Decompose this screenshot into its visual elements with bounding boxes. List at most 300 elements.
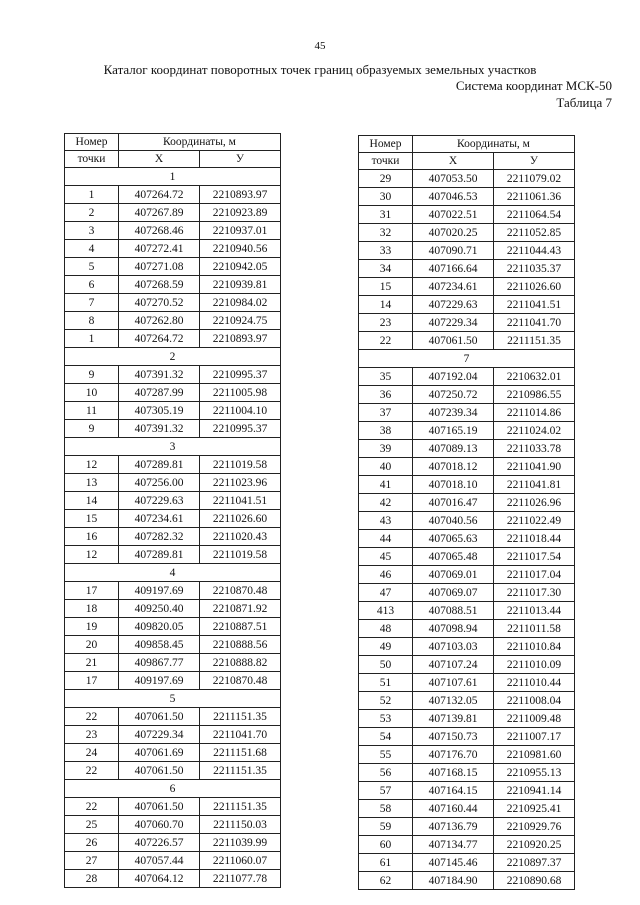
coord-y: 2211019.58 <box>200 546 281 564</box>
table-row <box>359 602 575 620</box>
point-number: 6 <box>65 276 119 294</box>
coord-y: 2211151.35 <box>494 332 575 350</box>
coord-x: 407057.44 <box>119 852 200 870</box>
coord-y: 2211060.07 <box>200 852 281 870</box>
parcel-group-row <box>65 438 281 456</box>
table-row <box>359 458 575 476</box>
coord-x: 407282.32 <box>119 528 200 546</box>
coord-x: 407018.10 <box>413 476 494 494</box>
point-number: 38 <box>359 422 413 440</box>
coord-y: 2210955.13 <box>494 764 575 782</box>
table-row <box>359 530 575 548</box>
table-row <box>65 816 281 834</box>
coord-y: 2210995.37 <box>200 420 281 438</box>
coord-x: 407061.50 <box>413 332 494 350</box>
header-point-label: точки <box>359 153 413 170</box>
document-title: Каталог координат поворотных точек границ образуемых земельных участков <box>103 62 537 77</box>
coord-y: 2211041.81 <box>494 476 575 494</box>
point-number: 28 <box>65 870 119 888</box>
point-number: 21 <box>65 654 119 672</box>
coord-y: 2211061.36 <box>494 188 575 206</box>
table-row <box>65 312 281 330</box>
table-row <box>359 494 575 512</box>
point-number: 15 <box>65 510 119 528</box>
table-row <box>65 546 281 564</box>
point-number: 50 <box>359 656 413 674</box>
point-number: 22 <box>65 762 119 780</box>
coord-x: 409250.40 <box>119 600 200 618</box>
coord-y: 2211022.49 <box>494 512 575 530</box>
table-row <box>65 330 281 348</box>
table-row <box>65 258 281 276</box>
table-row <box>359 188 575 206</box>
table-row <box>359 854 575 872</box>
point-number: 30 <box>359 188 413 206</box>
table-row <box>65 186 281 204</box>
point-number: 9 <box>65 420 119 438</box>
coord-y: 2211017.54 <box>494 548 575 566</box>
table-row <box>359 638 575 656</box>
point-number: 31 <box>359 206 413 224</box>
coord-x: 407089.13 <box>413 440 494 458</box>
coord-x: 407061.50 <box>119 798 200 816</box>
table-row <box>359 404 575 422</box>
coord-x: 407250.72 <box>413 386 494 404</box>
table-row <box>65 492 281 510</box>
coord-y: 2211017.04 <box>494 566 575 584</box>
point-number: 43 <box>359 512 413 530</box>
point-number: 32 <box>359 224 413 242</box>
table-row <box>359 170 575 188</box>
coord-y: 2211005.98 <box>200 384 281 402</box>
coord-y: 2211151.68 <box>200 744 281 762</box>
point-number: 37 <box>359 404 413 422</box>
coord-x: 407134.77 <box>413 836 494 854</box>
coord-y: 2211008.04 <box>494 692 575 710</box>
coord-x: 407226.57 <box>119 834 200 852</box>
parcel-number: 3 <box>65 438 281 456</box>
coord-y: 2210940.56 <box>200 240 281 258</box>
coord-y: 2210981.60 <box>494 746 575 764</box>
coord-x: 407270.52 <box>119 294 200 312</box>
coord-y: 2211041.70 <box>494 314 575 332</box>
point-number: 60 <box>359 836 413 854</box>
header-y: У <box>494 153 575 170</box>
table-row <box>359 692 575 710</box>
coord-x: 407016.47 <box>413 494 494 512</box>
coord-x: 407090.71 <box>413 242 494 260</box>
coord-x: 407160.44 <box>413 800 494 818</box>
point-number: 57 <box>359 782 413 800</box>
point-number: 1 <box>65 186 119 204</box>
coord-y: 2210939.81 <box>200 276 281 294</box>
coord-x: 407268.59 <box>119 276 200 294</box>
table-row <box>359 332 575 350</box>
coord-x: 407061.50 <box>119 762 200 780</box>
point-number: 45 <box>359 548 413 566</box>
coord-x: 407305.19 <box>119 402 200 420</box>
coord-y: 2211041.51 <box>200 492 281 510</box>
coord-y: 2211024.02 <box>494 422 575 440</box>
table-row <box>359 584 575 602</box>
table-row <box>65 744 281 762</box>
table-row <box>359 872 575 890</box>
point-number: 29 <box>359 170 413 188</box>
table-row <box>65 384 281 402</box>
coord-y: 2211041.90 <box>494 458 575 476</box>
table-row <box>359 674 575 692</box>
table-row <box>359 800 575 818</box>
point-number: 24 <box>65 744 119 762</box>
table-row <box>359 296 575 314</box>
coord-x: 407053.50 <box>413 170 494 188</box>
table-row <box>359 278 575 296</box>
point-number: 33 <box>359 242 413 260</box>
table-row <box>65 672 281 690</box>
point-number: 56 <box>359 764 413 782</box>
coord-y: 2210632.01 <box>494 368 575 386</box>
coord-x: 407069.01 <box>413 566 494 584</box>
coord-y: 2211044.43 <box>494 242 575 260</box>
coord-x: 407289.81 <box>119 546 200 564</box>
coord-y: 2211004.10 <box>200 402 281 420</box>
coord-y: 2211007.17 <box>494 728 575 746</box>
parcel-number: 5 <box>65 690 281 708</box>
table-row <box>65 618 281 636</box>
point-number: 49 <box>359 638 413 656</box>
coord-x: 407107.24 <box>413 656 494 674</box>
point-number: 23 <box>65 726 119 744</box>
table-row <box>359 818 575 836</box>
table-row <box>359 206 575 224</box>
coord-x: 407264.72 <box>119 330 200 348</box>
table-row <box>65 276 281 294</box>
table-row <box>65 294 281 312</box>
coord-y: 2211020.43 <box>200 528 281 546</box>
table-row <box>65 600 281 618</box>
coord-y: 2210995.37 <box>200 366 281 384</box>
coord-y: 2211010.84 <box>494 638 575 656</box>
coord-x: 407150.73 <box>413 728 494 746</box>
point-number: 22 <box>65 708 119 726</box>
table-row <box>359 242 575 260</box>
coord-x: 407234.61 <box>413 278 494 296</box>
coord-y: 2210984.02 <box>200 294 281 312</box>
point-number: 58 <box>359 800 413 818</box>
table-row <box>359 314 575 332</box>
table-row <box>359 620 575 638</box>
parcel-group-row <box>65 564 281 582</box>
point-number: 11 <box>65 402 119 420</box>
coord-x: 407234.61 <box>119 510 200 528</box>
coord-x: 409197.69 <box>119 672 200 690</box>
point-number: 55 <box>359 746 413 764</box>
coord-x: 409867.77 <box>119 654 200 672</box>
coord-y: 2210920.25 <box>494 836 575 854</box>
point-number: 3 <box>65 222 119 240</box>
point-number: 23 <box>359 314 413 332</box>
header-x: X <box>413 153 494 170</box>
table-row <box>65 510 281 528</box>
coord-y: 2210870.48 <box>200 672 281 690</box>
coord-y: 2211039.99 <box>200 834 281 852</box>
coord-x: 407061.50 <box>119 708 200 726</box>
point-number: 22 <box>65 798 119 816</box>
table-row <box>65 852 281 870</box>
table-row <box>359 746 575 764</box>
table-row <box>65 798 281 816</box>
table-row <box>359 224 575 242</box>
coord-x: 407176.70 <box>413 746 494 764</box>
table-row <box>65 240 281 258</box>
table-row <box>65 456 281 474</box>
coord-y: 2211151.35 <box>200 708 281 726</box>
point-number: 9 <box>65 366 119 384</box>
coord-y: 2211019.58 <box>200 456 281 474</box>
point-number: 16 <box>65 528 119 546</box>
header-coordinates: Координаты, м <box>413 136 575 153</box>
coord-y: 2210924.75 <box>200 312 281 330</box>
coord-x: 407069.07 <box>413 584 494 602</box>
point-number: 48 <box>359 620 413 638</box>
table-row <box>65 654 281 672</box>
coord-y: 2210923.89 <box>200 204 281 222</box>
point-number: 14 <box>65 492 119 510</box>
point-number: 61 <box>359 854 413 872</box>
header-point-number: Номер <box>65 134 119 151</box>
header-x: X <box>119 151 200 168</box>
table-row <box>359 566 575 584</box>
table-row <box>359 422 575 440</box>
point-number: 2 <box>65 204 119 222</box>
parcel-number: 4 <box>65 564 281 582</box>
coord-x: 407239.34 <box>413 404 494 422</box>
point-number: 413 <box>359 602 413 620</box>
coordinates-table-left <box>64 133 281 888</box>
coord-y: 2211052.85 <box>494 224 575 242</box>
coord-y: 2211014.86 <box>494 404 575 422</box>
coord-y: 2210870.48 <box>200 582 281 600</box>
coord-y: 2210888.56 <box>200 636 281 654</box>
coord-y: 2211077.78 <box>200 870 281 888</box>
point-number: 20 <box>65 636 119 654</box>
parcel-number: 7 <box>359 350 575 368</box>
coord-x: 407145.46 <box>413 854 494 872</box>
coord-x: 407139.81 <box>413 710 494 728</box>
point-number: 26 <box>65 834 119 852</box>
coord-y: 2211026.60 <box>200 510 281 528</box>
coord-x: 407289.81 <box>119 456 200 474</box>
table-row <box>65 402 281 420</box>
table-row <box>359 764 575 782</box>
coord-y: 2211023.96 <box>200 474 281 492</box>
point-number: 13 <box>65 474 119 492</box>
coord-y: 2211035.37 <box>494 260 575 278</box>
point-number: 46 <box>359 566 413 584</box>
coord-x: 407287.99 <box>119 384 200 402</box>
table-row <box>65 582 281 600</box>
coord-x: 407229.34 <box>413 314 494 332</box>
table-body-right <box>359 170 575 890</box>
parcel-number: 2 <box>65 348 281 366</box>
header-point-label: точки <box>65 151 119 168</box>
point-number: 17 <box>65 582 119 600</box>
point-number: 47 <box>359 584 413 602</box>
coord-y: 2211010.44 <box>494 674 575 692</box>
coord-x: 407061.69 <box>119 744 200 762</box>
coord-y: 2211009.48 <box>494 710 575 728</box>
coord-x: 407192.04 <box>413 368 494 386</box>
header-y: У <box>200 151 281 168</box>
coord-x: 407168.15 <box>413 764 494 782</box>
coord-y: 2210942.05 <box>200 258 281 276</box>
point-number: 51 <box>359 674 413 692</box>
coord-y: 2210887.51 <box>200 618 281 636</box>
coord-x: 407088.51 <box>413 602 494 620</box>
point-number: 42 <box>359 494 413 512</box>
table-row <box>359 836 575 854</box>
coord-x: 407229.63 <box>119 492 200 510</box>
point-number: 52 <box>359 692 413 710</box>
table-row <box>359 728 575 746</box>
coord-y: 2211150.03 <box>200 816 281 834</box>
coord-x: 407166.64 <box>413 260 494 278</box>
table-row <box>359 656 575 674</box>
coord-x: 407098.94 <box>413 620 494 638</box>
coord-y: 2211033.78 <box>494 440 575 458</box>
coord-x: 407020.25 <box>413 224 494 242</box>
parcel-number: 6 <box>65 780 281 798</box>
coord-y: 2210897.37 <box>494 854 575 872</box>
point-number: 36 <box>359 386 413 404</box>
coordinates-table-right <box>358 135 575 890</box>
table-row <box>359 710 575 728</box>
table-row <box>65 708 281 726</box>
table-row <box>359 386 575 404</box>
coord-x: 407165.19 <box>413 422 494 440</box>
table-row <box>65 834 281 852</box>
coord-y: 2210888.82 <box>200 654 281 672</box>
point-number: 19 <box>65 618 119 636</box>
coord-x: 407229.34 <box>119 726 200 744</box>
point-number: 44 <box>359 530 413 548</box>
table-row <box>359 548 575 566</box>
coord-x: 407107.61 <box>413 674 494 692</box>
point-number: 4 <box>65 240 119 258</box>
table-row <box>65 870 281 888</box>
point-number: 5 <box>65 258 119 276</box>
point-number: 59 <box>359 818 413 836</box>
table-row <box>65 366 281 384</box>
point-number: 12 <box>65 546 119 564</box>
header-coordinates: Координаты, м <box>119 134 281 151</box>
coord-y: 2211079.02 <box>494 170 575 188</box>
coord-y: 2211011.58 <box>494 620 575 638</box>
coord-x: 407018.12 <box>413 458 494 476</box>
coord-x: 407391.32 <box>119 366 200 384</box>
point-number: 17 <box>65 672 119 690</box>
point-number: 34 <box>359 260 413 278</box>
coord-y: 2210893.97 <box>200 186 281 204</box>
coord-y: 2210929.76 <box>494 818 575 836</box>
coord-x: 407271.08 <box>119 258 200 276</box>
coord-x: 407022.51 <box>413 206 494 224</box>
coord-x: 407132.05 <box>413 692 494 710</box>
point-number: 10 <box>65 384 119 402</box>
table-row <box>359 440 575 458</box>
table-row <box>65 726 281 744</box>
table-body-left <box>65 168 281 888</box>
point-number: 27 <box>65 852 119 870</box>
coord-y: 2211010.09 <box>494 656 575 674</box>
coord-x: 407267.89 <box>119 204 200 222</box>
table-row <box>359 368 575 386</box>
coord-y: 2210937.01 <box>200 222 281 240</box>
coord-y: 2210941.14 <box>494 782 575 800</box>
coord-x: 407264.72 <box>119 186 200 204</box>
table-row <box>65 528 281 546</box>
point-number: 1 <box>65 330 119 348</box>
coord-x: 407164.15 <box>413 782 494 800</box>
point-number: 25 <box>65 816 119 834</box>
parcel-number: 1 <box>65 168 281 186</box>
coord-x: 407184.90 <box>413 872 494 890</box>
table-row <box>65 474 281 492</box>
table-row <box>65 762 281 780</box>
coord-y: 2210925.41 <box>494 800 575 818</box>
parcel-group-row <box>65 348 281 366</box>
coord-x: 409197.69 <box>119 582 200 600</box>
table-number-label: Таблица 7 <box>556 95 612 110</box>
coord-x: 407065.48 <box>413 548 494 566</box>
point-number: 40 <box>359 458 413 476</box>
coord-y: 2210890.68 <box>494 872 575 890</box>
table-row <box>65 204 281 222</box>
table-row <box>359 476 575 494</box>
coord-x: 407060.70 <box>119 816 200 834</box>
point-number: 54 <box>359 728 413 746</box>
coord-y: 2211013.44 <box>494 602 575 620</box>
coord-x: 407229.63 <box>413 296 494 314</box>
page-number: 45 <box>314 40 326 52</box>
point-number: 62 <box>359 872 413 890</box>
coord-x: 407103.03 <box>413 638 494 656</box>
parcel-group-row <box>65 168 281 186</box>
point-number: 39 <box>359 440 413 458</box>
coord-x: 409820.05 <box>119 618 200 636</box>
parcel-group-row <box>359 350 575 368</box>
coord-y: 2211041.51 <box>494 296 575 314</box>
coord-x: 407065.63 <box>413 530 494 548</box>
coord-y: 2211017.30 <box>494 584 575 602</box>
point-number: 35 <box>359 368 413 386</box>
table-row <box>359 782 575 800</box>
table-row <box>359 512 575 530</box>
coord-y: 2211026.60 <box>494 278 575 296</box>
coord-y: 2211151.35 <box>200 798 281 816</box>
coord-x: 407391.32 <box>119 420 200 438</box>
coord-y: 2210986.55 <box>494 386 575 404</box>
parcel-group-row <box>65 690 281 708</box>
point-number: 14 <box>359 296 413 314</box>
table-row <box>65 420 281 438</box>
point-number: 18 <box>65 600 119 618</box>
coord-x: 409858.45 <box>119 636 200 654</box>
point-number: 8 <box>65 312 119 330</box>
coord-x: 407272.41 <box>119 240 200 258</box>
table-row <box>359 260 575 278</box>
table-row <box>65 636 281 654</box>
